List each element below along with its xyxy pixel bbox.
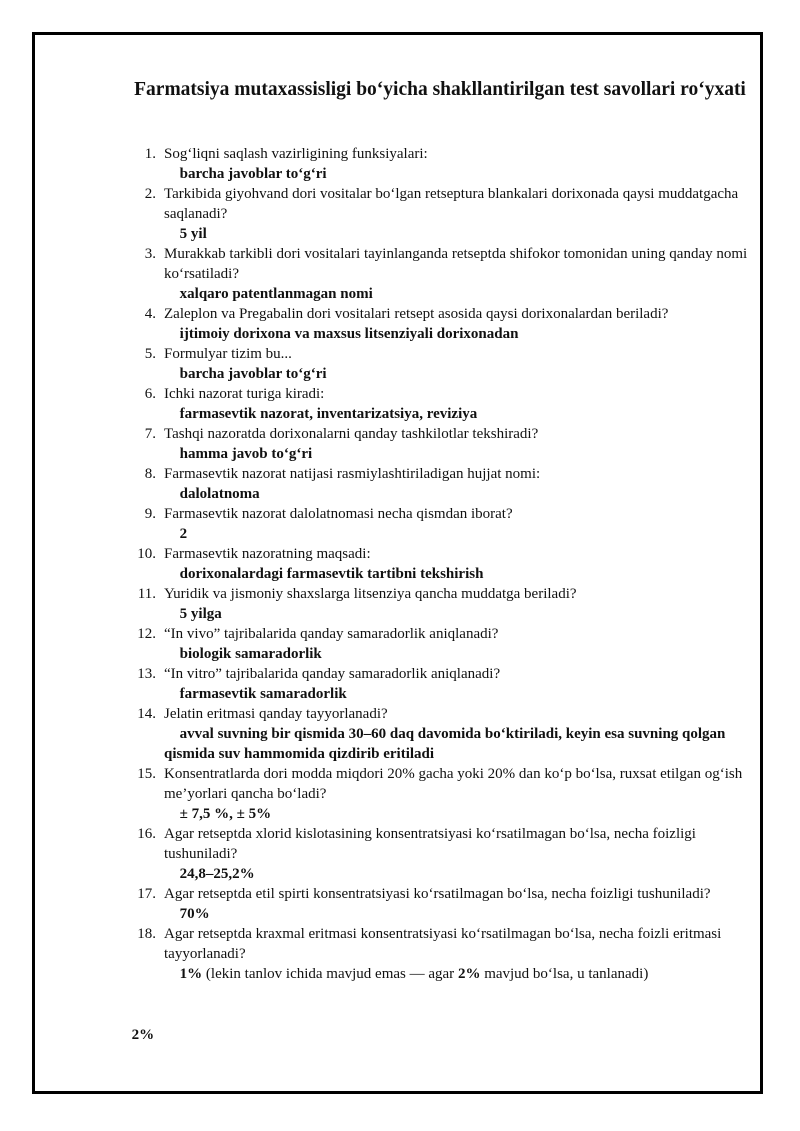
checkbox-icon [164, 366, 176, 382]
answer-text: barcha javoblar to‘g‘ri [168, 366, 315, 382]
answer-line [164, 644, 760, 664]
checkbox-icon [164, 806, 176, 822]
question-number: 10. [137, 546, 156, 562]
checkbox-icon [164, 166, 176, 182]
question-number: 3. [144, 246, 156, 262]
answer-line [164, 804, 760, 824]
question-number: 14. [137, 706, 156, 722]
question-number: 13. [137, 666, 156, 682]
question-item [120, 144, 760, 184]
answer-line [164, 164, 760, 184]
answer-text: xalqaro patentlanmagan nomi [168, 286, 362, 302]
question-list [120, 144, 760, 984]
checkbox-icon [164, 606, 176, 622]
checkbox-icon [164, 906, 176, 922]
question-item [120, 584, 760, 624]
checkbox-icon [164, 526, 176, 542]
answer-note-bold: 2% [446, 966, 469, 982]
answer-text: 1% [168, 966, 191, 982]
checkbox-icon [164, 866, 176, 882]
answer-line [164, 224, 760, 244]
checkbox-icon [164, 226, 176, 242]
question-text: Yuridik va jismoniy shaxslarga litsenziya qancha muddatga beriladi? [164, 586, 577, 602]
question-text: Ichki nazorat turiga kiradi: [164, 386, 325, 402]
question-item [120, 624, 760, 664]
checkbox-icon [164, 566, 176, 582]
question-number: 17. [137, 886, 156, 902]
answer-line [164, 904, 760, 924]
answer-text: hamma javob to‘g‘ri [168, 446, 301, 462]
answer-text: 5 yil [168, 226, 196, 242]
question-item [120, 764, 760, 824]
checkbox-icon [164, 406, 176, 422]
answer-text: 24,8–25,2% [168, 866, 243, 882]
question-number: 12. [137, 626, 156, 642]
question-item [120, 924, 760, 984]
question-item [120, 824, 760, 884]
question-item [120, 504, 760, 544]
question-text: Murakkab tarkibli dori vositalari tayinlanganda retseptda shifokor tomonidan uning qanday nomi ko‘rsatiladi? [164, 246, 748, 282]
checkbox-icon [164, 326, 176, 342]
question-item [120, 424, 760, 464]
question-number: 7. [144, 426, 156, 442]
question-number: 1. [144, 146, 156, 162]
question-number: 4. [144, 306, 156, 322]
answer-line [164, 324, 760, 344]
answer-text: 2 [168, 526, 176, 542]
checkbox-icon [116, 1027, 128, 1043]
checkbox-icon [164, 726, 176, 742]
question-item [120, 344, 760, 384]
question-text: Formulyar tizim bu... [164, 346, 292, 362]
stray-answer-text: 2% [120, 1027, 143, 1043]
question-number: 8. [144, 466, 156, 482]
checkbox-icon [164, 646, 176, 662]
stray-answer [116, 1025, 154, 1045]
question-text: “In vivo” tajribalarida qanday samaradorlik aniqlanadi? [164, 626, 499, 642]
question-item [120, 704, 760, 764]
question-text: Tashqi nazoratda dorixonalarni qanday tashkilotlar tekshiradi? [164, 426, 539, 442]
answer-line [164, 684, 760, 704]
question-text: Sog‘liqni saqlash vazirligining funksiyalari: [164, 146, 428, 162]
question-item [120, 664, 760, 704]
answer-note: mavjud bo‘lsa, u tanlanadi) [472, 966, 637, 982]
question-number: 11. [137, 586, 156, 602]
question-number: 2. [144, 186, 156, 202]
question-number: 9. [144, 506, 156, 522]
question-text: Zaleplon va Pregabalin dori vositalari retsept asosida qaysi dorixonalardan beriladi? [164, 306, 669, 322]
answer-text: biologik samaradorlik [168, 646, 311, 662]
question-text: Tarkibida giyohvand dori vositalar bo‘lgan retseptura blankalari dorixonada qaysi muddatgacha saqlanadi? [164, 186, 739, 222]
answer-text: avval suvning bir qismida 30–60 daq davomida bo‘ktiriladi, keyin esa suvning qolgan qismida suv hammomida qizdirib eritiladi [164, 726, 714, 762]
answer-line [164, 284, 760, 304]
question-number: 16. [137, 826, 156, 842]
checkbox-icon [164, 446, 176, 462]
question-text: Jelatin eritmasi qanday tayyorlanadi? [164, 706, 388, 722]
question-item [120, 464, 760, 504]
answer-text: barcha javoblar to‘g‘ri [168, 166, 315, 182]
answer-text: farmasevtik nazorat, inventarizatsiya, reviziya [168, 406, 466, 422]
checkbox-icon [164, 486, 176, 502]
question-number: 6. [144, 386, 156, 402]
checkbox-icon [164, 686, 176, 702]
answer-line [164, 864, 760, 884]
question-number: 18. [137, 926, 156, 942]
question-text: Farmasevtik nazorat natijasi rasmiylashtiriladigan hujjat nomi: [164, 466, 541, 482]
answer-line [164, 724, 760, 764]
answer-text: dorixonalardagi farmasevtik tartibni tekshirish [168, 566, 472, 582]
question-text: Agar retseptda kraxmal eritmasi konsentratsiyasi ko‘rsatilmagan bo‘lsa, necha foizli eritmasi tayyorlanadi? [164, 926, 722, 962]
checkbox-icon [164, 286, 176, 302]
question-item [120, 384, 760, 424]
answer-text: dalolatnoma [168, 486, 249, 502]
answer-line [164, 444, 760, 464]
answer-line [164, 564, 760, 584]
answer-text: ijtimoiy dorixona va maxsus litsenziyali dorixonadan [168, 326, 507, 342]
document-title: Farmatsiya mutaxassisligi bo‘yicha shakllantirilgan test savollari ro‘yxati [134, 79, 746, 100]
question-number: 5. [144, 346, 156, 362]
answer-text: farmasevtik samaradorlik [168, 686, 336, 702]
question-item [120, 244, 760, 304]
question-item [120, 884, 760, 924]
answer-line [164, 604, 760, 624]
question-item [120, 304, 760, 344]
answer-line [164, 964, 760, 984]
question-text: Farmasevtik nazoratning maqsadi: [164, 546, 371, 562]
question-item [120, 544, 760, 584]
answer-line [164, 484, 760, 504]
question-text: Konsentratlarda dori modda miqdori 20% gacha yoki 20% dan ko‘p bo‘lsa, ruxsat etilgan og‘ish me’yorlari qancha bo‘ladi? [164, 766, 743, 802]
question-number: 15. [137, 766, 156, 782]
question-text: Farmasevtik nazorat dalolatnomasi necha qismdan iborat? [164, 506, 513, 522]
question-item [120, 184, 760, 244]
answer-text: ± 7,5 %, ± 5% [168, 806, 260, 822]
answer-text: 70% [168, 906, 198, 922]
question-text: Agar retseptda etil spirti konsentratsiyasi ko‘rsatilmagan bo‘lsa, necha foizligi tushuniladi? [164, 886, 711, 902]
question-text: Agar retseptda xlorid kislotasining konsentratsiyasi ko‘rsatilmagan bo‘lsa, necha foizligi tushuniladi? [164, 826, 696, 862]
checkbox-icon [164, 966, 176, 982]
answer-line [164, 404, 760, 424]
question-text: “In vitro” tajribalarida qanday samaradorlik aniqlanadi? [164, 666, 501, 682]
answer-note: (lekin tanlov ichida mavjud emas — agar [194, 966, 443, 982]
answer-line [164, 524, 760, 544]
answer-line [164, 364, 760, 384]
answer-text: 5 yilga [168, 606, 211, 622]
